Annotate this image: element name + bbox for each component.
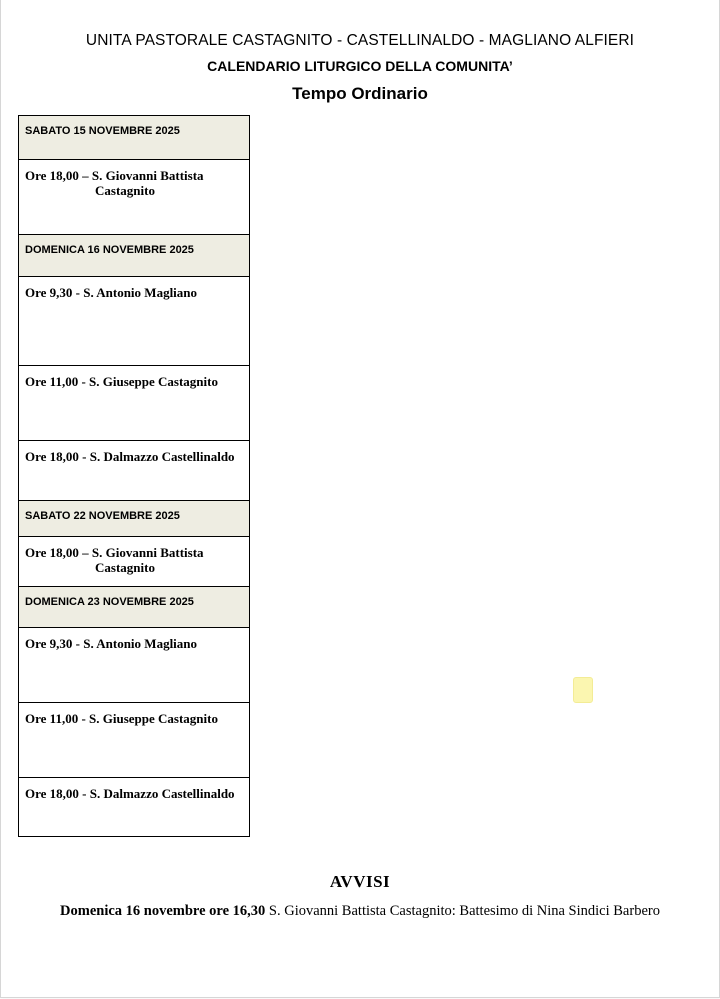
mass-row: Ore 18,00 - S. Dalmazzo Castellinaldo (19, 777, 249, 836)
mass-row: Ore 11,00 - S. Giuseppe Castagnito (19, 365, 249, 440)
mass-place-continued: Castagnito (95, 183, 155, 198)
notice-text: S. Giovanni Battista Castagnito: Battesimo di Nina Sindici Barbero (265, 903, 660, 919)
mass-row: Ore 9,30 - S. Antonio Magliano (19, 627, 249, 702)
mass-row: Ore 11,00 - S. Giuseppe Castagnito (19, 702, 249, 777)
mass-place-continued: Castagnito (95, 560, 155, 575)
notices-title: AVVISI (329, 872, 391, 891)
day-row-sat15: SABATO 15 NOVEMBRE 2025 (19, 116, 249, 159)
mass-row: Ore 9,30 - S. Antonio Magliano (19, 276, 249, 365)
notice-date: Domenica 16 novembre ore 16,30 (60, 903, 266, 919)
notice-item (0, 903, 720, 920)
day-row-sun16: DOMENICA 16 NOVEMBRE 2025 (19, 234, 249, 276)
mass-row (19, 159, 249, 234)
mass-time-place: Ore 18,00 – S. Giovanni Battista (25, 168, 204, 183)
day-row-sat22: SABATO 22 NOVEMBRE 2025 (19, 500, 249, 536)
liturgical-calendar-table (18, 115, 250, 837)
liturgical-season: Tempo Ordinario (292, 84, 428, 103)
mass-row (19, 536, 249, 586)
sticky-note-icon[interactable] (573, 677, 593, 703)
day-row-sun23: DOMENICA 23 NOVEMBRE 2025 (19, 586, 249, 627)
parish-unit-title: UNITA PASTORALE CASTAGNITO - CASTELLINALDO - MAGLIANO ALFIERI (85, 32, 635, 49)
calendar-title: CALENDARIO LITURGICO DELLA COMUNITA’ (207, 58, 513, 74)
mass-row: Ore 18,00 - S. Dalmazzo Castellinaldo (19, 440, 249, 500)
mass-time-place: Ore 18,00 – S. Giovanni Battista (25, 545, 204, 560)
